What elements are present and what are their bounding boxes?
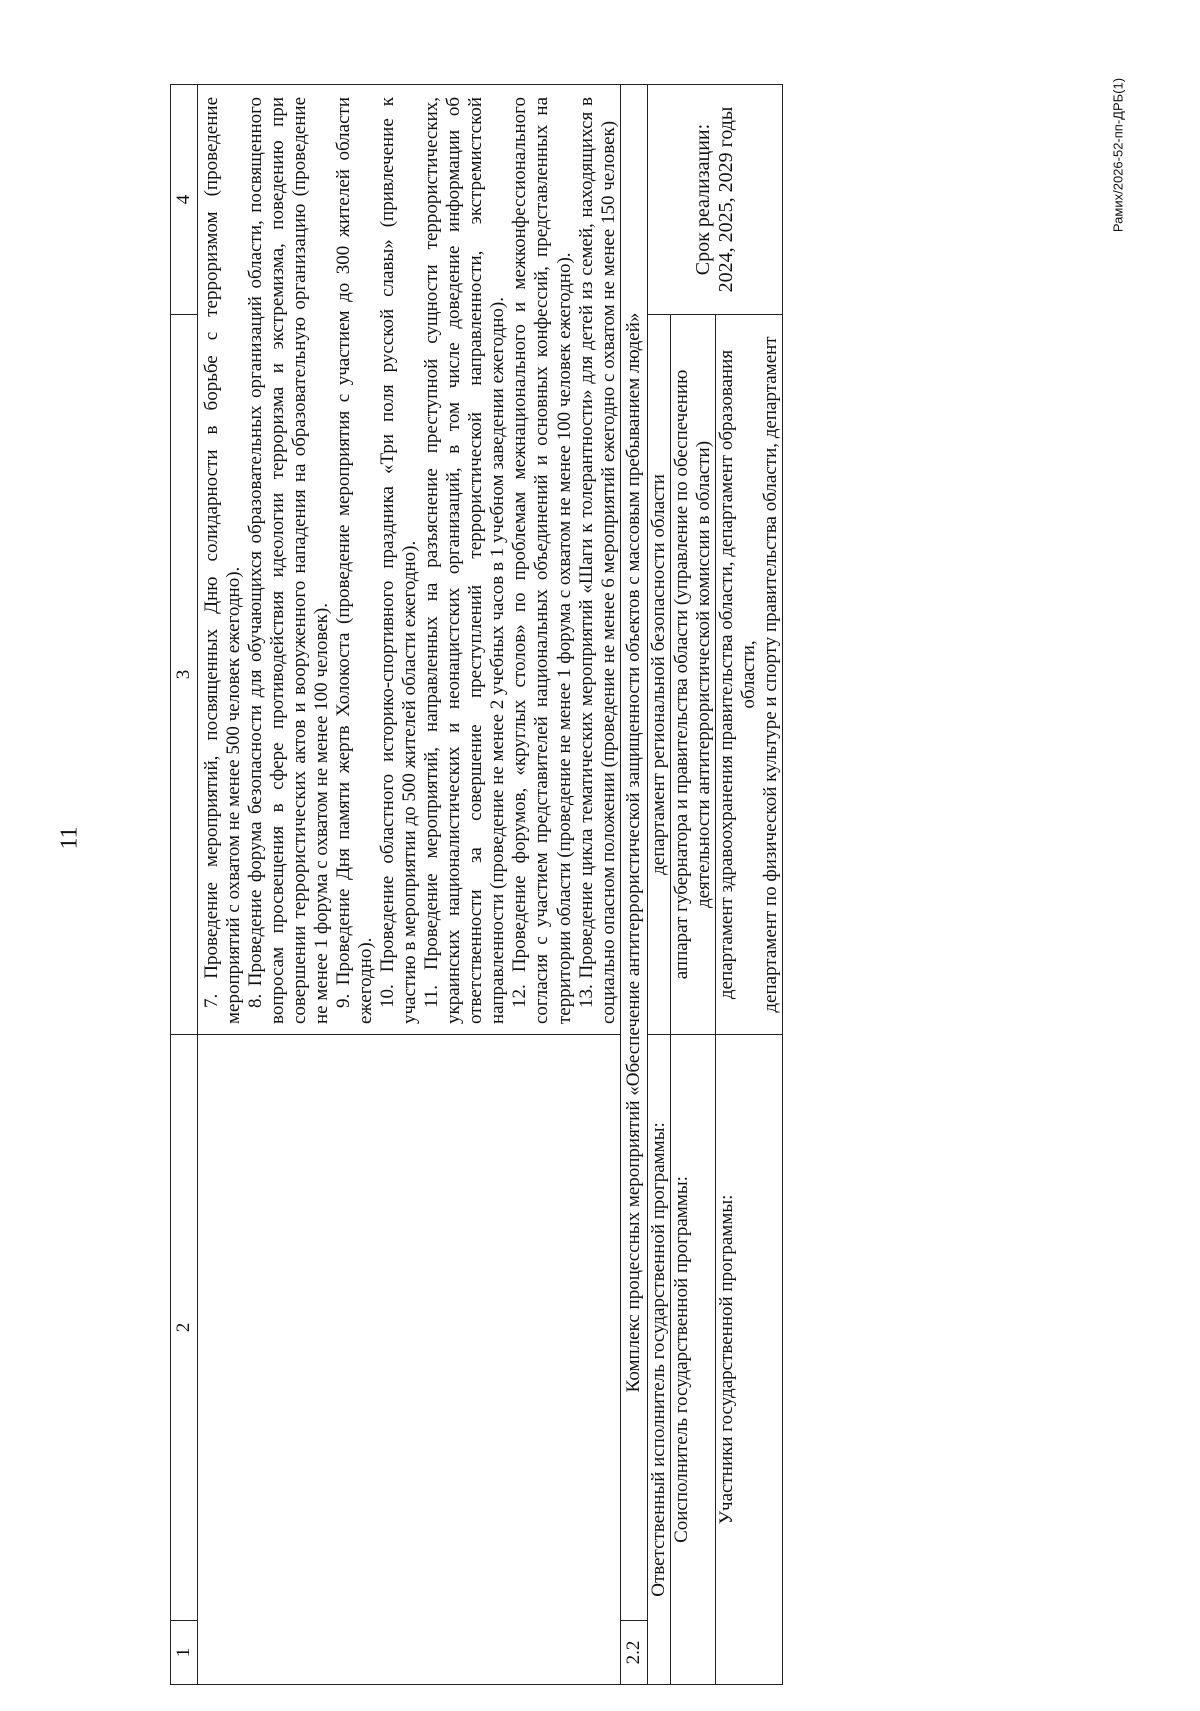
list-item: 10. Проведение областного историко-спортивного праздника «Три поля русской славы» (привлечение к участию в мероприятии до 500 жителей области ежегодно). [377, 97, 421, 1024]
coexecutor-row [670, 85, 715, 1685]
empty-cell [198, 1035, 621, 1685]
column-number-2: 2 [171, 1035, 198, 1621]
section-title: Комплекс процессных мероприятий «Обеспечение антитеррористической защищенности объектов с массовым пребыванием людей» [620, 85, 647, 1621]
responsible-value: департамент региональной безопасности области [647, 315, 670, 1035]
list-item: 12. Проведение форумов, «круглых столов» по проблемам межнационального и межконфессионального согласия с участием представителей национальных объединений и основных конфессий, представленных на территории области (проведение не менее 1 форума с охватом не менее 100 человек ежегодно). [509, 97, 575, 1024]
participants-row [715, 85, 782, 1685]
term-cell [647, 85, 782, 315]
coexecutor-value: аппарат губернатора и правительства области (управление по обеспечению деятельности антитеррористической комиссии в области) [670, 315, 715, 1035]
participants-line: департамент по физической культуре и спорту правительства области, департамент [759, 336, 781, 1013]
list-item: 8. Проведение форума безопасности для обучающихся образовательных организаций области, посвященного вопросам просвещения в сфере противодействия идеологии терроризма и экстремизма, поведению при совершении террористических актов и вооруженного нападения на образовательную организацию (проведение не менее 1 форума с охватом не менее 100 человек). [245, 97, 333, 1024]
coexecutor-label: Соисполнитель государственной программы: [670, 1035, 715, 1685]
page-number: 11 [56, 826, 83, 850]
document-code: Рамих/2026-52-пп-ДРБ(1) [1110, 77, 1126, 233]
measures-row [198, 85, 621, 1685]
term-label: Срок реализации: [691, 123, 714, 276]
participants-label: Участники государственной программы: [715, 1035, 782, 1685]
column-number-row [171, 85, 198, 1685]
participants-line: департамент здравоохранения правительства области, департамент образования области, [715, 349, 759, 1000]
list-item: 9. Проведение Дня памяти жертв Холокоста (проведение мероприятия с участием до 300 жителей области ежегодно). [333, 97, 377, 1024]
list-item: 11. Проведение мероприятий, направленных на разъяснение преступной сущности террористических, украинских националистических и неонацистских организаций, в том числе доведение информации об ответственности за совершение преступлений террористической направленности, экстремистской направленности (проведение не менее 2 учебных часов в 1 учебном заведении ежегодно). [421, 97, 509, 1024]
section-number: 2.2 [620, 1621, 647, 1685]
responsible-label: Ответственный исполнитель государственной программы: [647, 1035, 670, 1685]
measures-list-cell [198, 85, 621, 1035]
responsible-row [647, 85, 670, 1685]
section-header-row [620, 85, 647, 1685]
term-value: 2024, 2025, 2029 годы [714, 106, 737, 293]
measures-table [170, 84, 783, 1685]
list-item: 13. Проведение цикла тематических мероприятий «Шаги к толерантности» для детей из семей, находящихся в социально опасном положении (проведение не менее 6 мероприятий ежегодно с охватом не менее 150 человек) [575, 97, 619, 1024]
column-number-4: 4 [171, 85, 198, 315]
column-number-1: 1 [171, 1621, 198, 1685]
participants-value [715, 315, 782, 1035]
rotated-table-container [170, 85, 1090, 1685]
list-item: 7. Проведение мероприятий, посвященных Дню солидарности в борьбе с терроризмом (проведение мероприятий с охватом не менее 500 человек ежегодно). [201, 97, 245, 1024]
column-number-3: 3 [171, 315, 198, 1035]
